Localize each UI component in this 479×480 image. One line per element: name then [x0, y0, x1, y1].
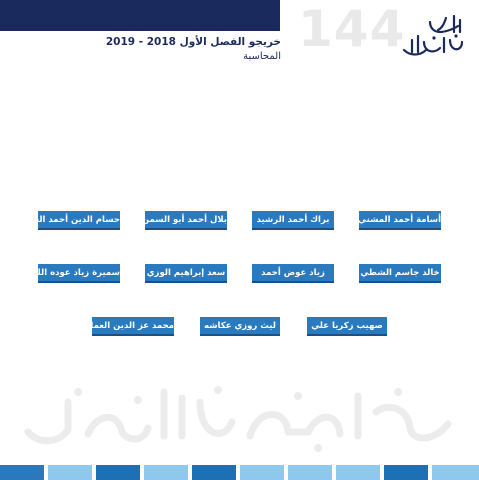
graduate-name-button[interactable]: محمد عز الدين العمايرة: [92, 317, 174, 336]
strip-segment: [432, 465, 479, 480]
graduate-name-button[interactable]: أسامة أحمد المشني: [359, 211, 441, 230]
graduate-name-button[interactable]: زياد عوض أحمد: [252, 264, 334, 283]
department-subtitle: المحاسبة: [243, 51, 281, 62]
graduate-name-button[interactable]: سميرة زياد عوده الله: [38, 264, 120, 283]
strip-segment: [240, 465, 284, 480]
strip-segment: [144, 465, 188, 480]
graduate-name-button[interactable]: سعد إبراهيم الوزي: [145, 264, 227, 283]
strip-segment: [0, 465, 44, 480]
graduate-name-button[interactable]: حسام الدين أحمد الحمود: [38, 211, 120, 230]
top-banner-bar: [0, 0, 280, 31]
batch-number: 144: [298, 0, 406, 58]
page-title: خريجو الفصل الأول 2018 - 2019: [105, 36, 281, 48]
strip-segment: [384, 465, 428, 480]
graduate-name-button[interactable]: براك أحمد الرشيد: [252, 211, 334, 230]
university-watermark: [18, 372, 463, 457]
graduate-name-button[interactable]: صهيب زكريا علي: [307, 317, 387, 336]
strip-segment: [336, 465, 380, 480]
college-logo: [400, 12, 466, 60]
strip-segment: [288, 465, 332, 480]
graduate-name-button[interactable]: خالد جاسم الشطي: [359, 264, 441, 283]
strip-segment: [48, 465, 92, 480]
strip-segment: [96, 465, 140, 480]
bottom-color-strip: [0, 465, 479, 480]
graduate-name-button[interactable]: بلال أحمد أبو السمن: [145, 211, 227, 230]
strip-segment: [192, 465, 236, 480]
graduate-name-button[interactable]: ليث روزي عكاشه: [200, 317, 280, 336]
